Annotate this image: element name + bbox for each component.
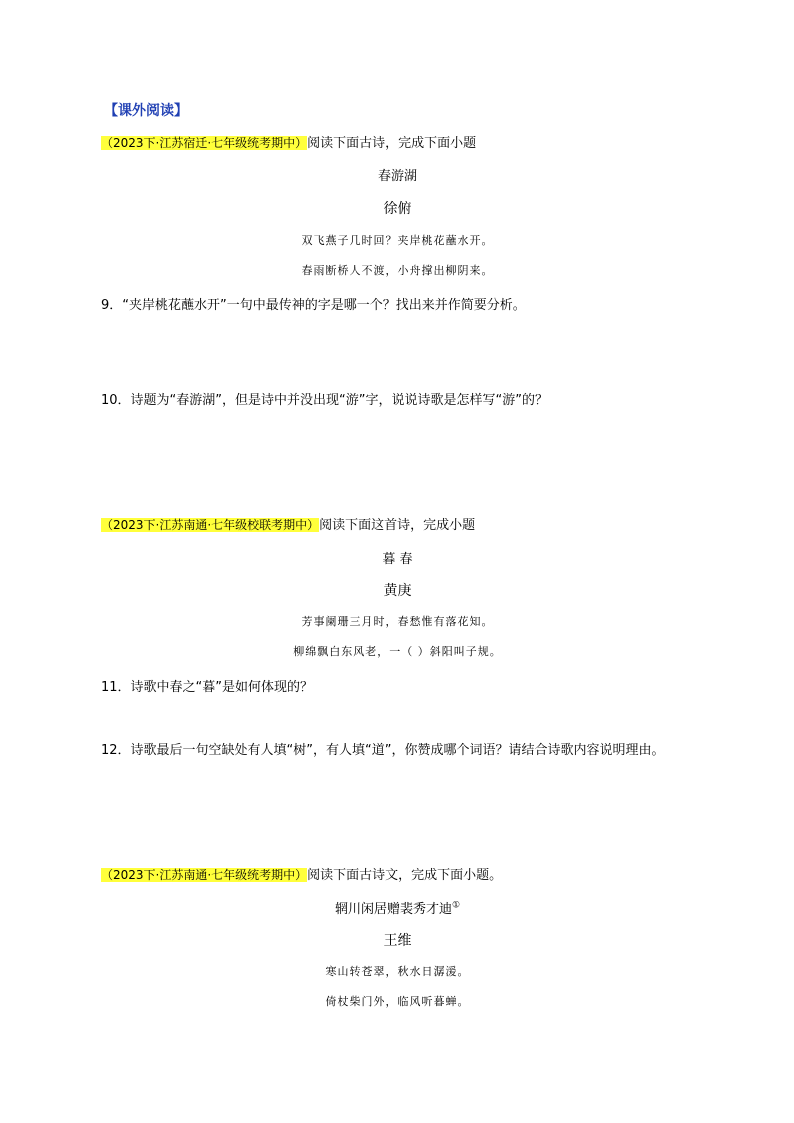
- footnote-marker: ①: [451, 900, 461, 911]
- passage-intro: [101, 134, 476, 153]
- source-label: （2023下·江苏南通·七年级校联考期中）: [101, 518, 320, 532]
- poem-line: 柳绵飘白东风老，一（ ）斜阳叫子规。: [293, 645, 502, 658]
- question: 11．诗歌中春之“暮”是如何体现的？: [101, 680, 314, 695]
- poem-author: 徐俯: [383, 201, 412, 217]
- poem-line: 芳事阑珊三月时，春愁惟有落花知。: [301, 615, 494, 628]
- source-label: （2023下·江苏宿迁·七年级统考期中）: [101, 136, 308, 150]
- poem-line: 倚杖柴门外，临风听暮蝉。: [325, 995, 470, 1008]
- question: 9．“夹岸桃花蘸水开”一句中最传神的字是哪一个？找出来并作简要分析。: [101, 298, 526, 313]
- poem-line: 寒山转苍翠，秋水日潺湲。: [325, 965, 470, 978]
- poem-line: 春雨断桥人不渡，小舟撑出柳阴来。: [301, 264, 494, 277]
- poem-author: 黄庚: [383, 583, 412, 599]
- instruction-text: 阅读下面这首诗，完成小题: [319, 518, 476, 533]
- passage-intro: [101, 866, 502, 885]
- poem-title: 暮 春: [382, 552, 413, 567]
- instruction-text: 阅读下面古诗文，完成下面小题。: [307, 868, 503, 883]
- poem-title: 春游湖: [377, 169, 417, 184]
- instruction-text: 阅读下面古诗，完成下面小题: [307, 136, 477, 151]
- poem-author: 王维: [383, 933, 412, 949]
- poem-title-text: 辋川闲居赠裴秀才迪: [334, 902, 452, 917]
- passage-intro: [101, 516, 475, 535]
- source-label: （2023下·江苏南通·七年级统考期中）: [101, 868, 308, 882]
- question: 10．诗题为“春游湖”，但是诗中并没出现“游”字，说说诗歌是怎样写“游”的？: [101, 393, 548, 408]
- poem-line: 双飞燕子几时回？夹岸桃花蘸水开。: [301, 234, 494, 247]
- section-heading: 【课外阅读】: [104, 103, 188, 119]
- poem-title: [200, 898, 595, 917]
- question: 12．诗歌最后一句空缺处有人填“树”，有人填“道”，你赞成哪个词语？请结合诗歌内容说明理由。: [101, 743, 665, 758]
